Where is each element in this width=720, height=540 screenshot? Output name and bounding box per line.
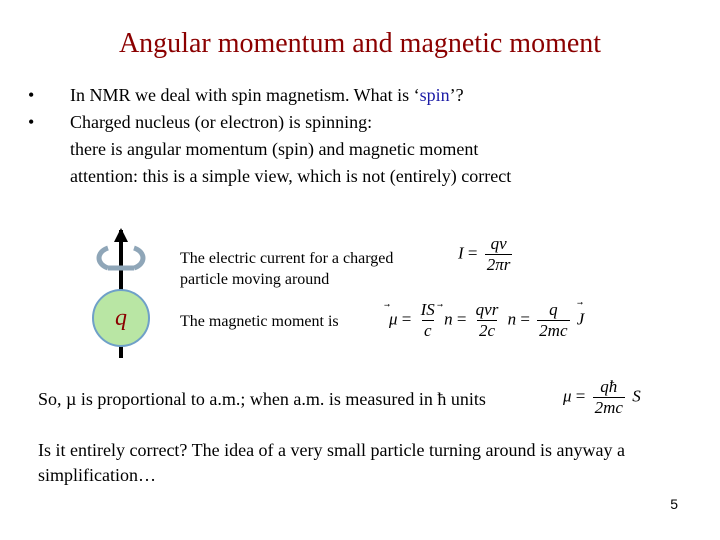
charge-label: q	[115, 305, 127, 331]
mu-symbol: μ	[389, 309, 398, 329]
bullet-text-pre: In NMR we deal with spin magnetism. What is ‘	[70, 85, 420, 105]
spin-term: spin	[419, 85, 450, 105]
moment-description: The magnetic moment is	[180, 313, 339, 330]
eq-numerator: qv	[490, 234, 507, 253]
eq-sign: =	[401, 309, 412, 329]
eq-numerator: qvr	[475, 300, 499, 319]
spin-S: S	[632, 386, 641, 406]
eq-lhs: I	[458, 243, 464, 263]
bullet-item-spin	[28, 82, 511, 109]
eq-fraction	[593, 377, 625, 418]
unit-vector-n: n	[444, 309, 453, 329]
eq-numerator: qħ	[600, 377, 618, 396]
page-number: 5	[670, 496, 678, 512]
slide-title: Angular momentum and magnetic moment	[118, 28, 602, 59]
eq-denominator: 2mc	[594, 398, 623, 417]
current-description	[180, 248, 393, 290]
moment-equation	[389, 300, 584, 341]
eq-sign: =	[575, 386, 586, 406]
angular-momentum-J: J	[576, 309, 585, 329]
eq-denominator: 2c	[478, 321, 496, 340]
mu-symbol: μ	[563, 386, 572, 406]
bullet-continuation-1: there is angular momentum (spin) and magnetic moment	[70, 139, 479, 159]
current-equation	[458, 234, 515, 275]
current-description-line-2: particle moving around	[180, 271, 330, 288]
unit-vector-n: n	[507, 309, 517, 329]
bullet-list	[28, 82, 511, 190]
eq-fraction-3	[537, 300, 569, 341]
spinning-charge-diagram	[92, 228, 156, 360]
eq-fraction-2	[474, 300, 501, 341]
bullet-dot: •	[28, 112, 35, 132]
eq-sign: =	[456, 309, 467, 329]
question-paragraph: Is it entirely correct? The idea of a very small particle turning around is anyway a simplification…	[38, 440, 625, 485]
bullet-text: Charged nucleus (or electron) is spinning:	[70, 112, 373, 132]
eq-denominator: 2πr	[486, 255, 511, 274]
bullet-text-post: ’?	[449, 85, 464, 105]
bullet-text	[70, 82, 464, 109]
eq-sign: =	[467, 243, 478, 263]
eq-fraction-1	[419, 300, 437, 341]
proportional-equation	[563, 377, 641, 418]
eq-sign: =	[520, 309, 530, 329]
eq-numerator: IS	[420, 300, 435, 319]
eq-denominator: 2mc	[539, 321, 568, 340]
axis-arrowhead	[114, 228, 128, 242]
bullet-continuation-2: attention: this is a simple view, which is not (entirely) correct	[70, 166, 512, 186]
current-description-line-1: The electric current for a charged	[180, 250, 394, 267]
bullet-item-charged	[28, 109, 511, 136]
bullet-dot: •	[28, 85, 35, 105]
eq-fraction	[485, 234, 513, 275]
proportional-statement: So, µ is proportional to a.m.; when a.m. is measured in ħ units	[38, 389, 486, 409]
eq-numerator: q	[549, 300, 558, 319]
eq-denominator: c	[423, 321, 432, 340]
